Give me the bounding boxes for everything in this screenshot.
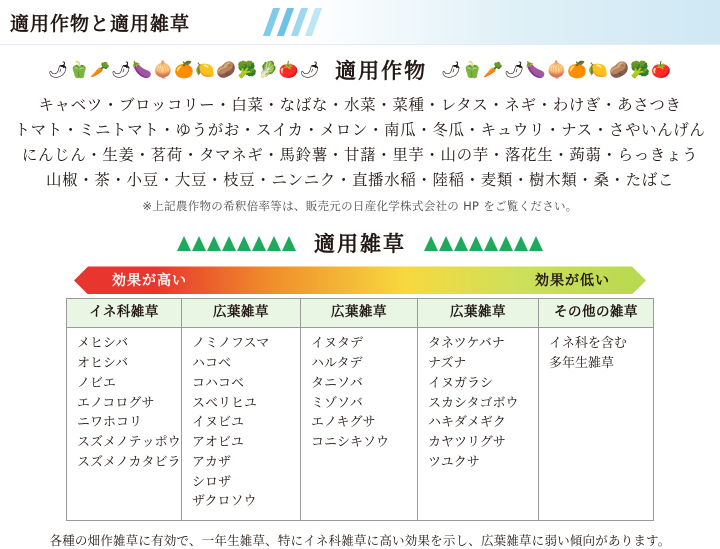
weed-item: ツユクサ [428,454,480,470]
effect-low-label: 効果が低い [535,273,610,290]
weed-item: コハコベ [192,375,245,391]
weeds-heading-row [0,228,720,258]
weed-item: ナズナ [428,356,467,372]
weed-cell-broadleaf-2 [301,328,418,521]
weed-item: コニシキソウ [311,435,390,451]
weed-item: スカシタゴボウ [428,395,519,411]
weed-item: イヌタデ [311,336,364,352]
effectiveness-gradient-bar [74,266,646,294]
weeds-heading: 適用雑草 [314,232,406,257]
weed-item: オヒシバ [77,356,129,372]
weed-item: タニソバ [311,375,363,391]
weed-cell-other [539,328,654,521]
page-header [0,0,720,45]
weed-item: ノミノフスマ [192,336,270,352]
weed-table [66,298,654,521]
weed-item: シロザ [192,474,232,490]
vegetable-decoration-left-icon: 🌶🫑🥕🌶🍆🧅🍊🍋🥔🥦🥬🍅🌶 [47,60,322,79]
vegetable-decoration-right-icon: 🌶🫑🥕🌶🍆🧅🍊🍋🥔🥦🍅 [441,60,673,79]
crop-list [0,93,720,193]
crop-line: にんじん・生姜・茗荷・タマネギ・馬鈴薯・甘藷・里芋・山の芋・落花生・蒟蒻・らっきょう [21,146,699,165]
crop-line: 山椒・茶・小豆・大豆・枝豆・ニンニク・直播水稲・陸稲・麦類・樹木類・桑・たばこ [46,171,674,190]
weed-item: 多年生雑草 [549,356,615,372]
weed-item: ハキダメギク [428,415,506,431]
decorative-slashes-icon [268,8,330,36]
page-title: 適用作物と適用雑草 [10,13,191,35]
weed-item: メヒシバ [77,336,129,352]
leaf-decoration-right-icon [424,236,543,251]
weed-item: ザクロソウ [192,494,257,510]
crop-line: トマト・ミニトマト・ゆうがお・スイカ・メロン・南瓜・冬瓜・キュウリ・ナス・さやいんげん [14,121,706,140]
weed-item: アオビユ [192,435,244,451]
weed-item: エノキグサ [311,415,376,431]
weed-item: カヤツリグサ [428,435,506,451]
weed-item: イヌビユ [192,415,245,431]
weed-cell-broadleaf-3 [418,328,539,521]
weed-item: イヌガラシ [428,375,494,391]
leaf-decoration-left-icon [177,236,296,251]
weed-item: スズメノカタビラ [77,454,181,470]
weed-item: スズメノテッポウ [77,435,181,451]
column-header: その他の雑草 [539,299,654,328]
table-header-row [67,299,654,328]
weeds-footer-note: 各種の畑作雑草に有効で、一年生雑草、特にイネ科雑草に高い効果を示し、広葉雑草に弱い傾向があります。 [49,533,671,549]
weed-item: エノコログサ [77,395,155,411]
weed-item: イネ科を含む [549,336,627,352]
column-header: 広葉雑草 [418,299,539,328]
weed-item: ノビエ [77,375,117,391]
weed-item: ハルタデ [311,356,363,372]
crops-note: ※上記農作物の希釈倍率等は、販売元の日産化学株式会社の HP をご覧ください。 [142,199,578,214]
weed-cell-broadleaf-1 [182,328,301,521]
weed-cell-grass [67,328,182,521]
weed-item: ミゾソバ [311,395,363,411]
weed-item: タネツケバナ [428,336,505,352]
weed-item: スベリヒユ [192,395,258,411]
table-row [67,328,654,521]
column-header: 広葉雑草 [182,299,301,328]
weed-item: ハコベ [192,356,232,372]
column-header: イネ科雑草 [67,299,182,328]
crops-heading: 適用作物 [335,59,428,83]
column-header: 広葉雑草 [301,299,418,328]
weed-item: ニワホコリ [77,415,143,431]
crop-line: キャベツ・ブロッコリー・白菜・なばな・水菜・菜種・レタス・ネギ・わけぎ・あさつき [38,96,682,114]
weed-item: アカザ [192,454,231,470]
effect-high-label: 効果が高い [112,273,187,290]
weeds-section [0,228,720,549]
crops-section [0,45,720,214]
crops-heading-row [0,53,720,87]
